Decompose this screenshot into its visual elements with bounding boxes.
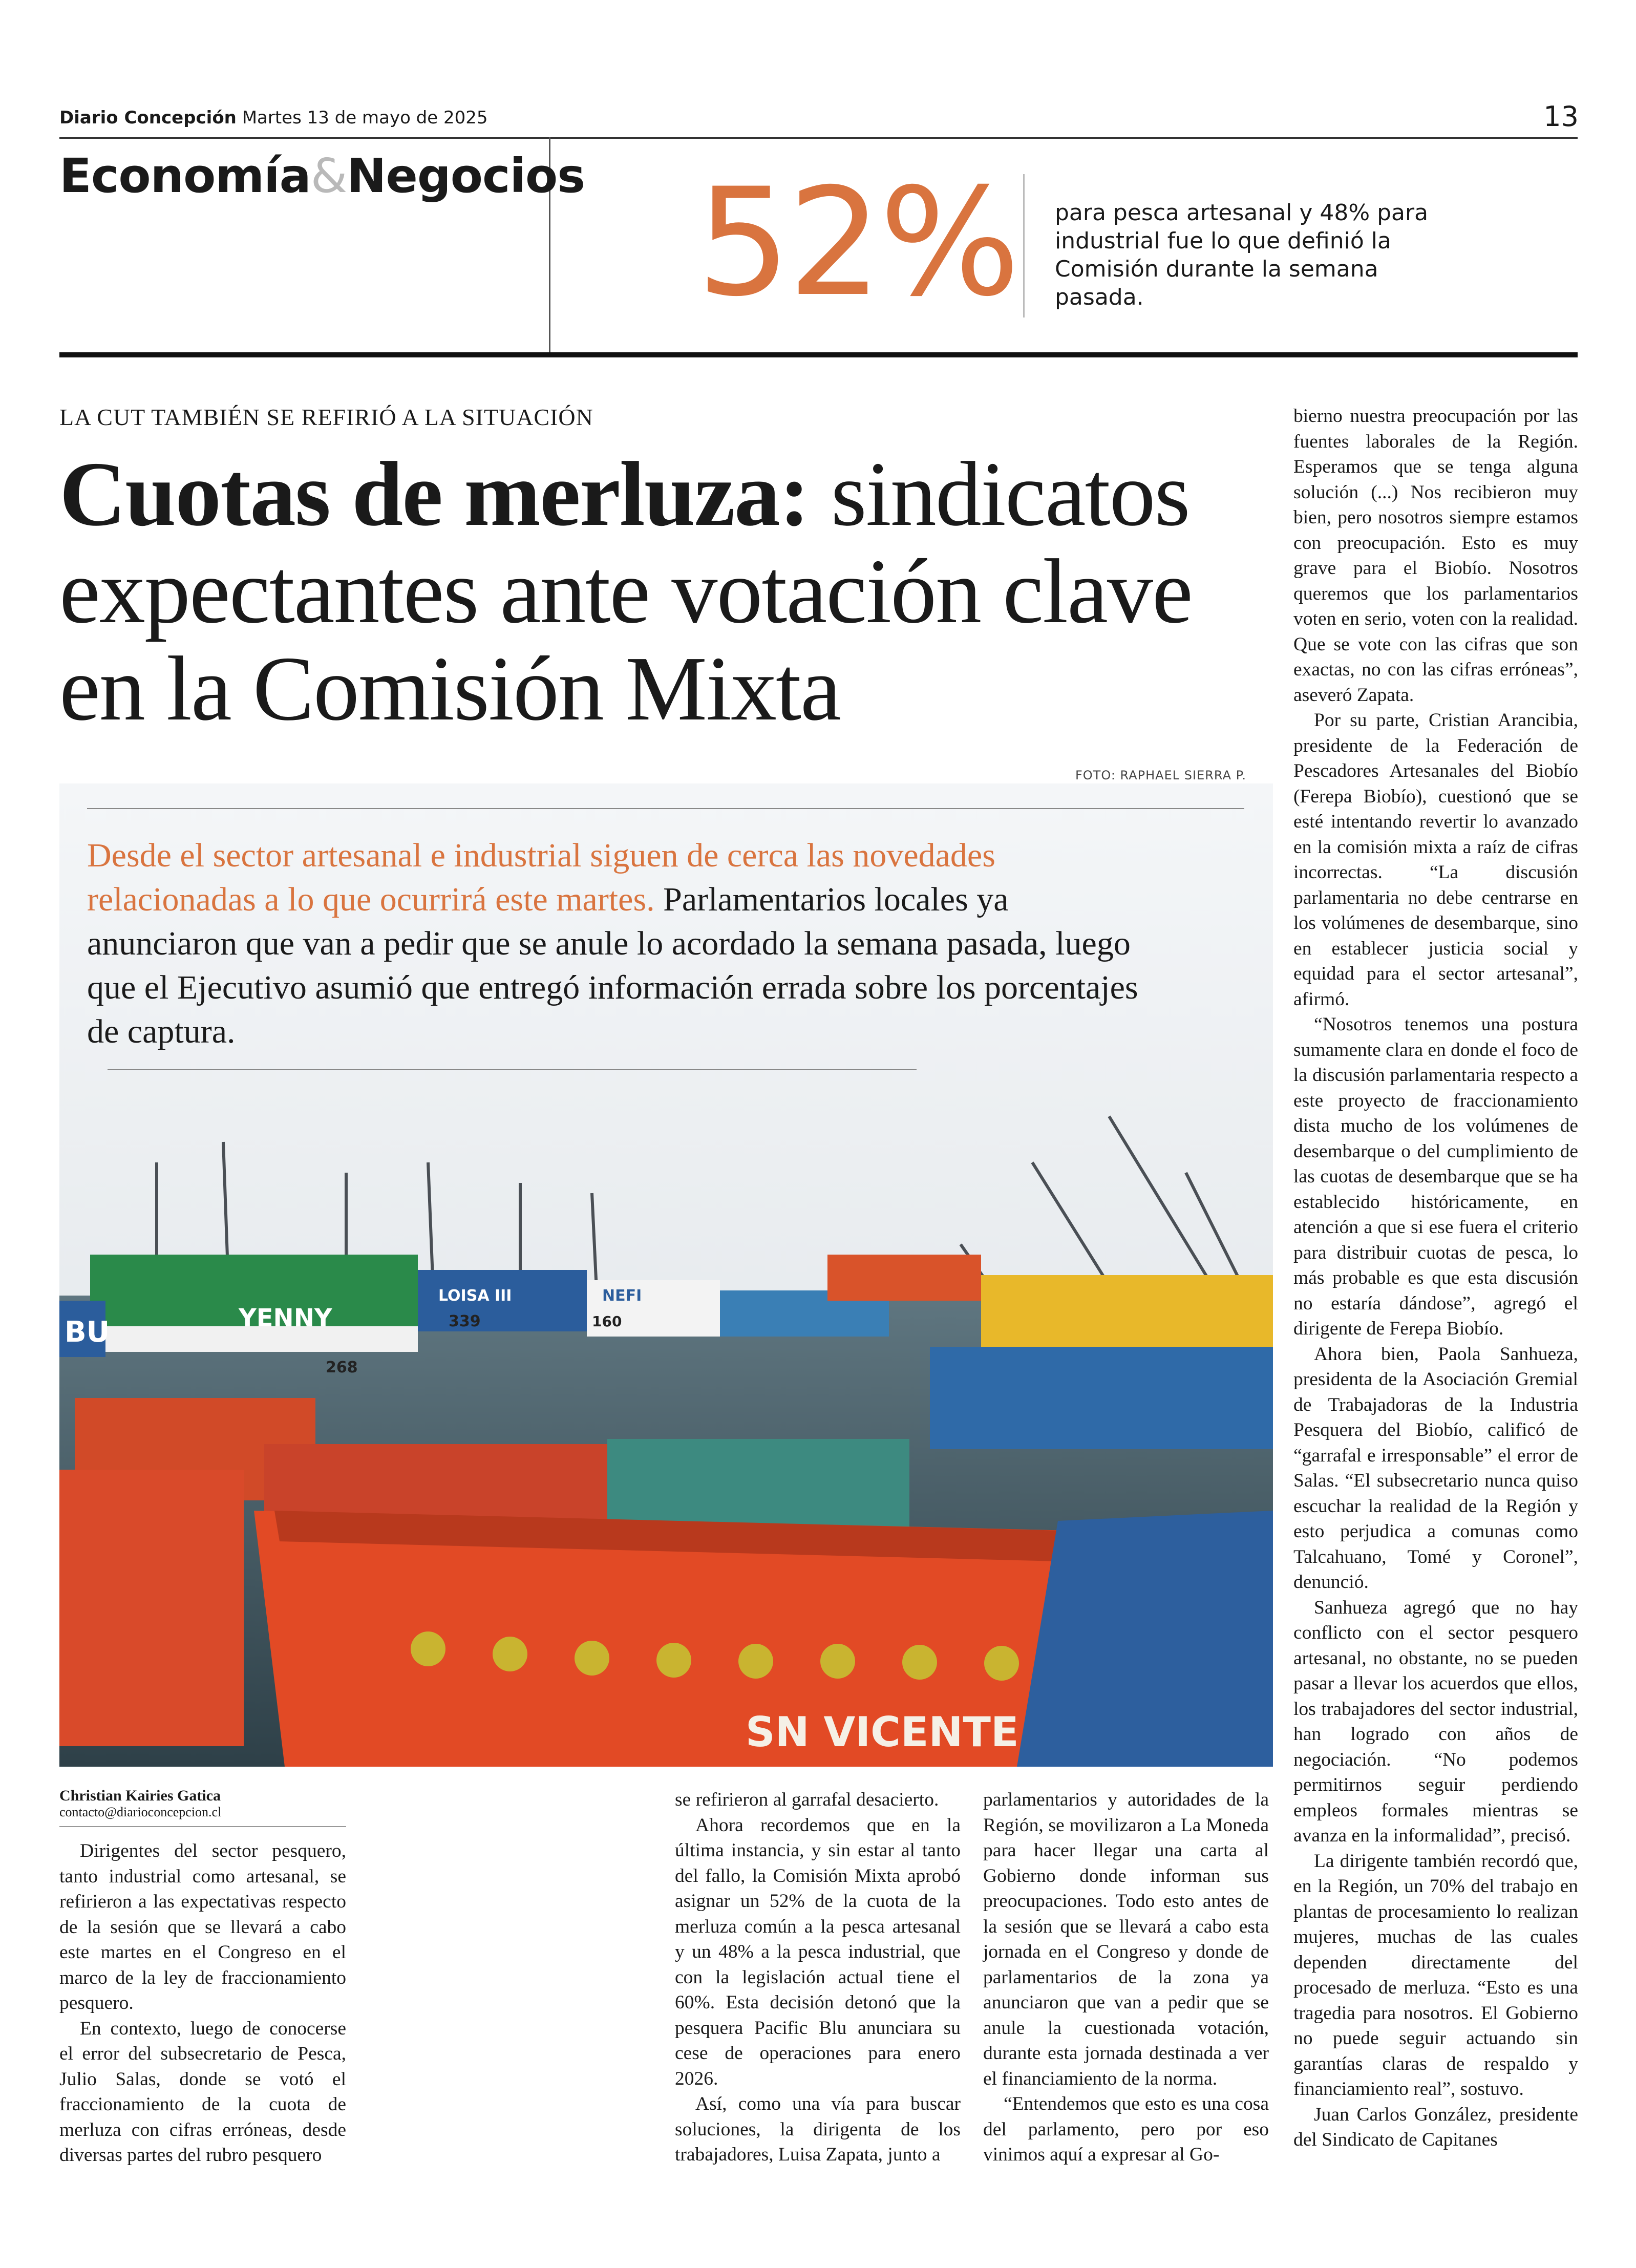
article-headline xyxy=(59,443,1299,739)
paragraph: Ahora recordemos que en la última instancia, y sin estar al tanto del fallo, la Comisión Mixta aprobó asignar un 52% de la cuota de la merluza común a la pesca artesanal y un 48% a la pesca industrial, que con la legislación actual tiene el 60%. Esta decisión detonó que la pesquera Pacific Blu anunciara su cese de operaciones para enero 2026. xyxy=(675,1814,961,2089)
paragraph: “Entendemos que esto es una cosa del parlamento, pero por eso vinimos aquí a expresar al Go- xyxy=(983,2093,1269,2165)
boat-label-sn-vicente: SN VICENTE xyxy=(746,1708,1019,1756)
masthead xyxy=(59,108,488,128)
section-ampersand: & xyxy=(310,149,347,203)
byline xyxy=(59,1787,346,1827)
body-column-2 xyxy=(675,1787,961,2168)
top-rule xyxy=(59,137,1578,139)
section-title-left: Economía xyxy=(59,149,311,203)
boat-number-160: 160 xyxy=(592,1313,622,1330)
stat-divider xyxy=(1023,174,1025,317)
paragraph: En contexto, luego de conocerse el error del subsecretario de Pesca, Julio Salas, donde se votó el fraccionamiento de la cuota de merluza con cifras erróneas, desde diversas partes del rubro pesquero xyxy=(59,2018,346,2166)
byline-rule xyxy=(59,1826,346,1827)
section-title-right: Negocios xyxy=(347,149,585,203)
paragraph: Juan Carlos González, presidente del Sindicato de Capitanes xyxy=(1293,2104,1578,2150)
paragraph: Por su parte, Cristian Arancibia, presidente de la Federación de Pescadores Artesanales del Biobío (Ferepa Biobío), cuestionó que se esté intentando revertir lo avanzado en la comisión mixta a raíz de cifras incorrectas. “La discusión parlamentaria no debe centrarse en los volúmenes de desembarque, sino en establecer justicia social y equidad para el sector artesanal”, afirmó. xyxy=(1293,710,1578,1010)
newspaper-name: Diario Concepción xyxy=(59,108,237,128)
deck-top-rule xyxy=(87,808,1244,809)
body-column-4 xyxy=(1293,404,1578,2153)
body-column-3 xyxy=(983,1787,1269,2168)
headline-bold: Cuotas de merluza: xyxy=(59,443,809,545)
paragraph: Así, como una vía para buscar soluciones, la dirigenta de los trabajadores, Luisa Zapata, junto a xyxy=(675,2093,961,2165)
author-email: contacto@diarioconcepcion.cl xyxy=(59,1805,222,1819)
boat-number-339: 339 xyxy=(449,1312,481,1330)
stat-value: 52% xyxy=(696,157,1017,329)
headline-rest: sindicatos expectantes ante votación clave en la Comisión Mixta xyxy=(59,443,1192,739)
boat-label-nefi: NEFI xyxy=(602,1287,642,1305)
author-name: Christian Kairies Gatica xyxy=(59,1787,221,1804)
paragraph: Sanhueza agregó que no hay conflicto con el sector pesquero artesanal, no obstante, no se pueden pasar a llevar los acuerdos que ellos, los trabajadores del sector industrial, han logrado con años de negociación. “No podemos permitirnos seguir perdiendo empleos formales mientras se avanza en la informalidad”, precisó. xyxy=(1293,1597,1578,1846)
paragraph: bierno nuestra preocupación por las fuentes laborales de la Región. Esperamos que se tenga alguna solución (...) Nos recibieron muy bien, pero nosotros siempre estamos con preocupación. Esto es muy grave para el Biobío. Nosotros queremos que los parlamentarios voten en serio, voten con la realidad. Que se vote con las cifras que son exactas, no con las cifras erróneas”, aseveró Zapata. xyxy=(1293,406,1578,706)
boat-number-268: 268 xyxy=(326,1359,358,1376)
paragraph: parlamentarios y autoridades de la Región, se movilizaron a La Moneda para hacer llegar una carta al Gobierno donde informan sus preocupaciones. Todo esto antes de la sesión que se llevará a cabo esta jornada en el Congreso y donde de parlamentarios de la zona ya anunciaron que van a pedir que se anule la cuestionada votación, durante esta jornada destinada a ver el financiamiento de la norma. xyxy=(983,1789,1269,2089)
page-number: 13 xyxy=(1543,100,1579,133)
photo-credit: FOTO: RAPHAEL SIERRA P. xyxy=(1075,768,1247,782)
boat-label-blu: BU xyxy=(65,1316,110,1349)
boat-label-yenny: YENNY xyxy=(239,1304,332,1332)
stat-caption: para pesca artesanal y 48% para industrial fue lo que definió la Comisión durante la semana pasada. xyxy=(1055,200,1429,310)
paragraph: “Nosotros tenemos una postura sumamente clara en donde el foco de la discusión parlamentaria respecto a este proyecto de fraccionamiento dista mucho de los volúmenes de desembarque o del cumplimiento de las cuotas de desembarque que se ha establecido históricamente, en atención a que si ese fuera el criterio para distribuir cuotas de pesca, lo más probable es que esta discusión no estaría dándose”, agregó el dirigente de Ferepa Biobío. xyxy=(1293,1014,1578,1339)
article-deck xyxy=(87,834,1152,1054)
deck-text: Parlamentarios locales ya anunciaron que van a pedir que se anule lo acordado la semana pasada, luego que el Ejecutivo asumió que entregó información errada sobre los porcentajes de captura. xyxy=(87,881,1138,1050)
header-bottom-rule xyxy=(59,352,1578,357)
issue-date: Martes 13 de mayo de 2025 xyxy=(242,108,488,128)
paragraph: Dirigentes del sector pesquero, tanto industrial como artesanal, se refirieron a las expectativas respecto de la sesión que se llevará a cabo este martes en el Congreso en el marco de la ley de fraccionamiento pesquero. xyxy=(59,1840,346,2013)
paragraph: La dirigente también recordó que, en la Región, un 70% del trabajo en plantas de procesamiento lo realizan mujeres, muchas de las cuales dependen directamente del procesado de merluza. “Esto es una tragedia para nosotros. El Gobierno no puede seguir actuando sin garantías claras de respaldo y financiamiento real”, sostuvo. xyxy=(1293,1850,1578,2100)
section-title xyxy=(59,149,585,203)
deck-highlight: Desde el sector artesanal e industrial siguen de cerca las novedades relacionadas a lo que ocurrirá este martes. xyxy=(87,837,995,918)
paragraph: Ahora bien, Paola Sanhueza, presidenta de la Asociación Gremial de Trabajadoras de la Industria Pesquera del Biobío, calificó de “garrafal e irresponsable” el error de Salas. “El subsecretario nunca quiso escuchar la realidad de la Región y esto perjudica a comunas como Talcahuano, Tomé y Coronel”, denunció. xyxy=(1293,1343,1578,1593)
paragraph: se refirieron al garrafal desacierto. xyxy=(675,1789,939,1810)
deck-bottom-rule xyxy=(108,1069,917,1070)
body-column-1 xyxy=(59,1838,346,2168)
article-kicker: LA CUT TAMBIÉN SE REFIRIÓ A LA SITUACIÓN xyxy=(59,404,593,430)
boat-label-loisa: LOISA III xyxy=(438,1287,512,1305)
